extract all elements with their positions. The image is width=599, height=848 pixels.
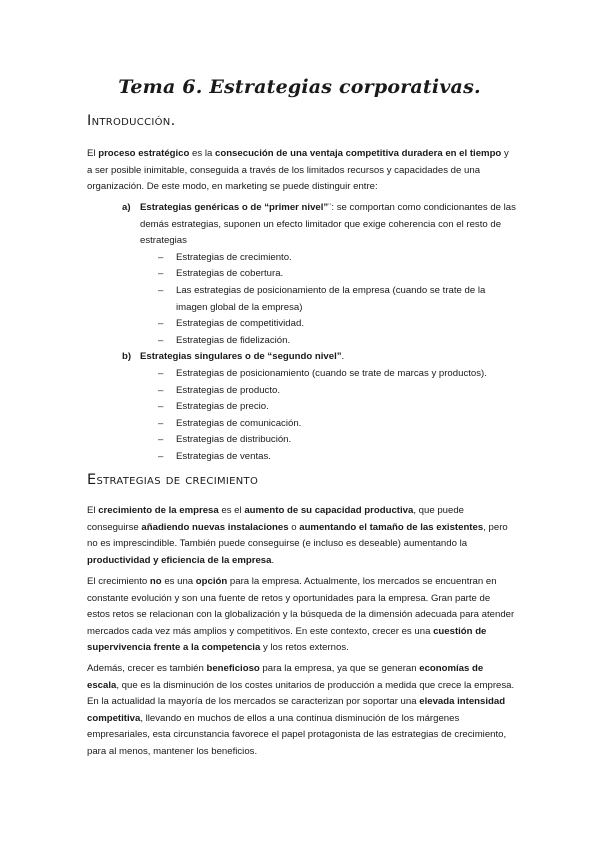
list-marker-b: b) xyxy=(122,351,132,363)
text-run: para la empresa. Actualmente, los mercados se encuentran en constante evolución y son una fuente de retos y oportunidades para la empresa. Gran parte de estos retos se relacionan con la globalización y la búsqueda de la dimensión adecuada para atender mercados cada vez más amplios y competitivos. En este contexto, crecer es una xyxy=(87,576,515,637)
text-run: es la xyxy=(189,148,215,159)
bold-text-run: opción xyxy=(195,576,228,587)
bold-text-run: proceso estratégico xyxy=(98,148,190,159)
dash-bullet: – xyxy=(158,251,164,263)
list-item-text: Estrategias de comunicación. xyxy=(176,417,302,429)
growth-paragraph-3 xyxy=(87,661,515,761)
text-run: El xyxy=(87,505,99,516)
growth-paragraph-2 xyxy=(87,574,515,657)
list-item-text: Estrategias de fidelización. xyxy=(176,334,291,346)
bold-text-run: Estrategias genéricas o de “primer nivel” xyxy=(140,202,329,213)
bold-text-run: añadiendo nuevas instalaciones xyxy=(141,521,289,533)
growth-paragraph-1 xyxy=(87,503,515,569)
list-item xyxy=(158,316,517,333)
bold-text-run: productividad y eficiencia de la empresa xyxy=(87,554,272,566)
list-item xyxy=(158,416,517,433)
bold-text-run: consecución de una ventaja competitiva duradera en el tiempo xyxy=(215,148,502,159)
list-item-b xyxy=(122,349,517,366)
list-item-a-text xyxy=(140,202,516,246)
bold-text-run: Estrategias singulares o de “segundo nivel” xyxy=(140,351,342,363)
dash-bullet: – xyxy=(158,434,164,446)
dash-bullet: – xyxy=(158,334,164,346)
text-run: El xyxy=(87,148,99,159)
intro-heading: Introducción. xyxy=(87,113,176,129)
text-run: ¨: se comportan como condicionantes de las demás estrategias, suponen un efecto limitador que exige coherencia con el resto de estrategias xyxy=(140,202,516,247)
dash-bullet: – xyxy=(158,268,164,280)
bold-text-run: aumento de su capacidad productiva xyxy=(244,505,414,516)
list-item xyxy=(158,333,517,350)
intro-paragraph xyxy=(87,146,515,196)
list-item-text: Estrategias de posicionamiento (cuando se trate de marcas y productos). xyxy=(176,367,487,379)
list-item-text: Estrategias de cobertura. xyxy=(176,268,284,280)
list-item-text: Las estrategias de posicionamiento de la empresa (cuando se trate de la imagen global de la empresa) xyxy=(176,284,486,313)
bold-text-run: cuestión de supervivencia frente a la competencia xyxy=(87,625,487,654)
text-run: El crecimiento xyxy=(87,576,150,587)
list-item xyxy=(158,432,517,449)
text-run: Además, crecer es también xyxy=(87,663,207,674)
bold-text-run: beneficioso xyxy=(206,663,260,674)
list-item-text: Estrategias de competitividad. xyxy=(176,318,304,330)
dash-bullet: – xyxy=(158,367,164,379)
dash-bullet: – xyxy=(158,284,164,296)
list-item-text: Estrategias de crecimiento. xyxy=(176,251,292,263)
text-run: , que es la disminución de los costes unitarios de producción a medida que crece la empresa. En la actualidad la mayoría de los mercados se caracterizan por soportar una xyxy=(87,679,515,708)
list-item xyxy=(158,383,517,400)
growth-heading: Estrategias de crecimiento xyxy=(87,472,259,488)
list-item-text: Estrategias de distribución. xyxy=(176,434,292,446)
bold-text-run: no xyxy=(149,576,162,587)
dash-bullet: – xyxy=(158,318,164,330)
text-run: , pero no es imprescindible. También puede conseguirse (e incluso es deseable) aumentando la xyxy=(87,521,508,550)
list-item-b-text xyxy=(140,351,344,362)
list-item-a xyxy=(122,200,517,250)
text-run: . xyxy=(341,351,345,363)
sublist-b xyxy=(122,366,517,466)
text-run: o xyxy=(288,521,300,533)
document-title: Tema 6. Estrategias corporativas. xyxy=(118,76,481,98)
list-item-text: Estrategias de ventas. xyxy=(176,450,271,462)
bold-text-run: crecimiento de la empresa xyxy=(98,505,219,516)
text-run: y los retos externos. xyxy=(260,642,349,654)
dash-bullet: – xyxy=(158,384,164,396)
list-item xyxy=(158,366,517,383)
list-item-text: Estrategias de precio. xyxy=(176,401,269,413)
strategy-list xyxy=(122,200,517,466)
list-item-text: Estrategias de producto. xyxy=(176,384,280,396)
dash-bullet: – xyxy=(158,450,164,462)
text-run: , que puede conseguirse xyxy=(87,505,465,533)
list-item xyxy=(158,449,517,466)
list-item xyxy=(158,399,517,416)
text-run: es el xyxy=(218,505,245,516)
text-run: es una xyxy=(161,576,196,587)
list-item xyxy=(158,283,517,316)
text-run: . xyxy=(271,554,275,566)
text-run: y a ser posible inimitable, conseguida a través de los limitados recursos y capacidades de una organización. De este modo, en marketing se puede distinguir entre: xyxy=(87,148,509,193)
bold-text-run: aumentando el tamaño de las existentes xyxy=(299,521,484,533)
text-run: para la empresa, ya que se generan xyxy=(259,663,420,674)
sublist-a xyxy=(122,250,517,350)
dash-bullet: – xyxy=(158,417,164,429)
dash-bullet: – xyxy=(158,401,164,413)
list-item xyxy=(158,266,517,283)
text-run: , llevando en muchos de ellos a una continua disminución de los márgenes empresariales, esta circunstancia favorece el papel protagonista de las estrategias de crecimiento, para al menos, mantener los beneficios. xyxy=(87,712,507,757)
bold-text-run: economías de escala xyxy=(87,663,484,691)
bold-text-run: elevada intensidad competitiva xyxy=(87,696,506,724)
list-item xyxy=(158,250,517,267)
list-marker-a: a) xyxy=(122,202,131,213)
